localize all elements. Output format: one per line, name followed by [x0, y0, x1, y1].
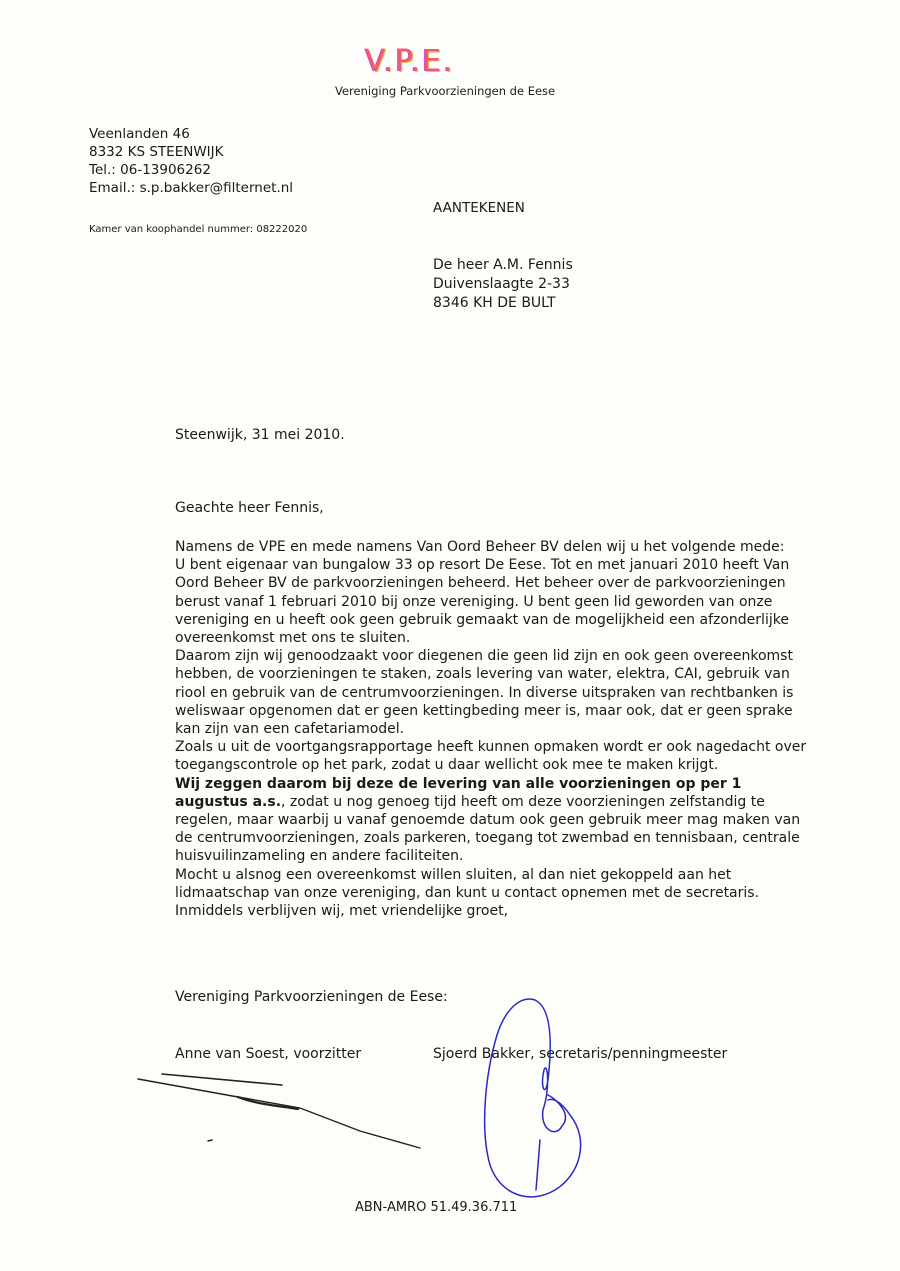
paragraph-contact: Mocht u alsnog een overeenkomst willen sluiten, al dan niet gekoppeld aan het lidmaatschap van onze vereniging, dan kunt u contact opnemen met de secretaris. [175, 866, 760, 901]
sender-tel: Tel.: 06-13906262 [89, 162, 211, 178]
vpe-logo: V.P.E. [365, 44, 455, 79]
paragraph-access-control: Zoals u uit de voortgangsrapportage heeft kunnen opmaken wordt er ook nagedacht over toegangscontrole op het park, zodat u daar wellicht ook mee te maken krijgt. [175, 739, 807, 774]
salutation: Geachte heer Fennis, [175, 500, 324, 516]
termination-notice-rest: , zodat u nog genoeg tijd heeft om deze voorzieningen zelfstandig te regelen, maar waarbij u vanaf genoemde datum ook geen gebruik meer mag maken van de centrumvoorzieningen, zoals parkeren, toegang tot zwembad en tennisbaan, centrale huisvuilinzameling en andere faciliteiten. [175, 793, 801, 865]
sender-email: Email.: s.p.bakker@filternet.nl [89, 180, 294, 196]
recipient-city: 8346 KH DE BULT [433, 295, 556, 311]
termination-notice-bold: Wij zeggen daarom bij deze de levering van alle voorzieningen op per 1 augustus a.s. [175, 775, 742, 810]
secretary-signature-icon [485, 999, 581, 1197]
paragraph-intro: Namens de VPE en mede namens Van Oord Beheer BV delen wij u het volgende mede: [175, 539, 785, 555]
signatory-chair: Anne van Soest, voorzitter [175, 1046, 362, 1062]
paragraph-termination-reason: Daarom zijn wij genoodzaakt voor diegenen die geen lid zijn en ook geen overeenkomst hebben, de voorzieningen te staken, zoals levering van water, elektra, CAI, gebruik van riool en gebruik van de centrumvoorzieningen. In diverse uitspraken van rechtbanken is weliswaar opgenomen dat er geen kettingbeding meer is, maar ook, dat er geen sprake kan zijn van een cafetariamodel. [175, 648, 794, 738]
closing-org: Vereniging Parkvoorzieningen de Eese: [175, 989, 448, 1005]
chair-signature-icon [138, 1074, 420, 1148]
sender-city: 8332 KS STEENWIJK [89, 144, 224, 160]
sender-street: Veenlanden 46 [89, 126, 190, 142]
kvk-number: Kamer van koophandel nummer: 08222020 [89, 224, 308, 235]
bank-account: ABN-AMRO 51.49.36.711 [355, 1200, 518, 1215]
recipient-name: De heer A.M. Fennis [433, 257, 573, 273]
delivery-note: AANTEKENEN [433, 200, 525, 216]
recipient-street: Duivenslaagte 2-33 [433, 276, 570, 292]
letter-date: Steenwijk, 31 mei 2010. [175, 427, 345, 443]
paragraph-regards: Inmiddels verblijven wij, met vriendelijke groet, [175, 903, 509, 920]
signatory-secretary: Sjoerd Bakker, secretaris/penningmeester [433, 1046, 728, 1062]
paragraph-ownership: U bent eigenaar van bungalow 33 op resort De Eese. Tot en met januari 2010 heeft Van Oord Beheer BV de parkvoorzieningen beheerd. Het beheer over de parkvoorzieningen berust vanaf 1 februari 2010 bij onze vereniging. U bent geen lid geworden van onze vereniging en u heeft ook geen gebruik gemaakt van de mogelijkheid een afzonderlijke overeenkomst met ons te sluiten. [175, 557, 790, 647]
org-name: Vereniging Parkvoorzieningen de Eese [335, 84, 556, 98]
